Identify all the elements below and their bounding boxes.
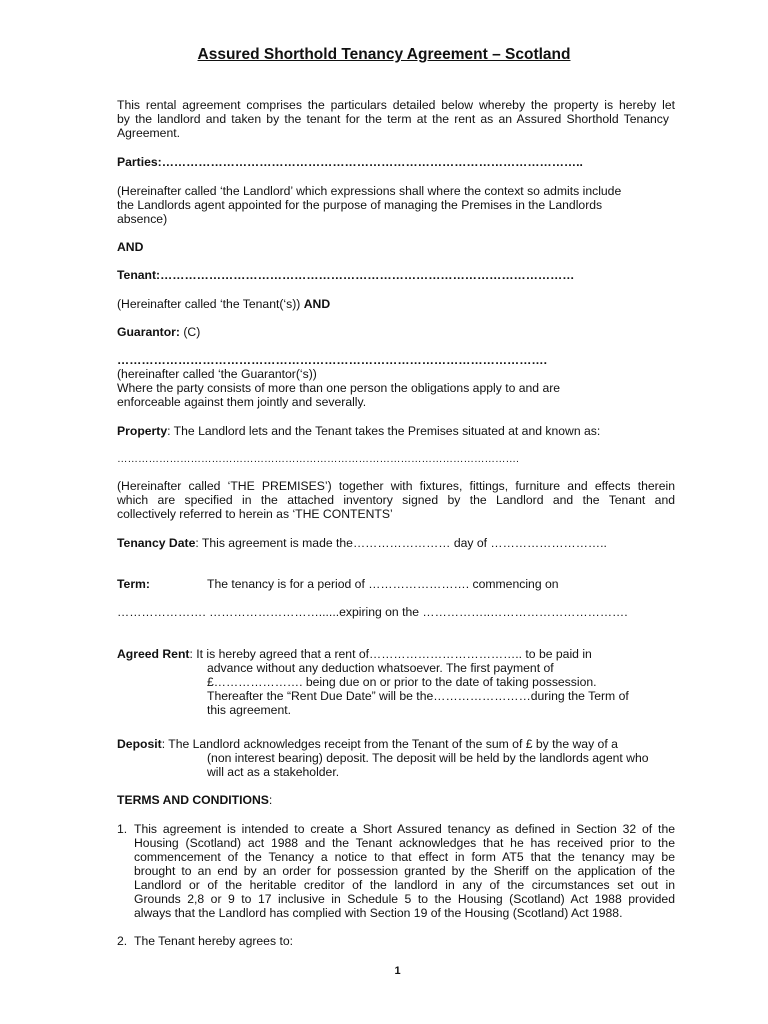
tenancy-date-line xyxy=(117,536,607,550)
tenancy-date-label: Tenancy Date xyxy=(117,536,196,550)
property-hereinafter-2: which are specified in the attached inventory signed by the Landlord and the Tenant and xyxy=(117,493,675,507)
parties-hereinafter-1: (Hereinafter called ‘the Landlord’ which expressions shall where the context so admits include xyxy=(117,184,622,198)
clause-1-line-5: Landlord or of the heritable creditor of the landlord in any of the circumstances set out in xyxy=(134,878,675,892)
guarantor-note-2: enforceable against them jointly and severally. xyxy=(117,395,367,409)
deposit-line-3: will act as a stakeholder. xyxy=(207,765,340,779)
tenant-hereinafter xyxy=(117,297,330,311)
tenant-and: AND xyxy=(303,297,331,311)
guarantor-hereinafter: (hereinafter called ‘the Guarantor(‘s)) xyxy=(117,367,317,381)
agreed-rent-line-2: advance without any deduction whatsoever. The first payment of xyxy=(207,661,554,675)
deposit-label: Deposit xyxy=(117,737,162,751)
clause-1-line-7: always that the Landlord has complied with Section 19 of the Housing (Scotland) Act 1988. xyxy=(134,906,623,920)
intro-line-2: by the landlord and taken by the tenant for the term at the rent as an Assured Shorthold Tenancy xyxy=(117,112,669,126)
terms-heading-colon: : xyxy=(268,793,273,807)
tenancy-date-text[interactable]: : This agreement is made the…………………… day of ……………………….. xyxy=(195,536,607,550)
deposit-line xyxy=(117,737,618,751)
property-line xyxy=(117,424,600,438)
property-text: : The Landlord lets and the Tenant takes the Premises situated at and known as: xyxy=(167,424,601,438)
guarantor-dots[interactable]: ……………………………………………………………………………………………. xyxy=(117,353,547,367)
parties-line xyxy=(117,155,583,169)
tenant-hereinafter-text: (Hereinafter called ‘the Tenant(‘s)) xyxy=(117,297,301,311)
parties-hereinafter-3: absence) xyxy=(117,212,168,226)
terms-heading-text: TERMS AND CONDITIONS xyxy=(117,793,269,807)
term-label: Term: xyxy=(117,577,150,591)
property-dots[interactable]: ……………………………………………………………………………………………………. xyxy=(117,453,519,465)
clause-1-line-3: commencement of the Tenancy a notice to that effect in form AT5 that the tenancy may be xyxy=(134,850,675,864)
intro-line-3: Agreement. xyxy=(117,126,181,140)
deposit-line-2: (non interest bearing) deposit. The deposit will be held by the landlords agent who xyxy=(207,751,649,765)
clause-2-number: 2. xyxy=(117,934,128,948)
deposit-text: : The Landlord acknowledges receipt from the Tenant of the sum of £ by the way of a xyxy=(161,737,618,751)
property-label: Property xyxy=(117,424,168,438)
property-hereinafter-1: (Hereinafter called ‘THE PREMISES’) together with fixtures, fittings, furniture and effects therein xyxy=(117,479,675,493)
clause-1-number: 1. xyxy=(117,822,128,836)
agreed-rent-line xyxy=(117,647,592,661)
terms-heading xyxy=(117,793,272,807)
page-number: 1 xyxy=(394,965,401,977)
guarantor-label: Guarantor: xyxy=(117,325,180,339)
agreed-rent-text[interactable]: : It is hereby agreed that a rent of……………………………….. to be paid in xyxy=(189,647,592,661)
tenant-label: Tenant: xyxy=(117,268,161,282)
guarantor-note-1: Where the party consists of more than one person the obligations apply to and are xyxy=(117,381,561,395)
parties-hereinafter-2: the Landlords agent appointed for the purpose of managing the Premises in the Landlords xyxy=(117,198,603,212)
intro-line-1: This rental agreement comprises the particulars detailed below whereby the property is hereby let xyxy=(117,98,675,112)
term-line-1[interactable]: The tenancy is for a period of ……………………. commencing on xyxy=(207,577,559,591)
and-heading: AND xyxy=(117,240,144,254)
parties-label: Parties: xyxy=(117,155,162,169)
term-line-2[interactable]: …………………. ………………………......expiring on the ……………..……………………………. xyxy=(117,605,628,619)
property-hereinafter-3: collectively referred to herein as ‘THE CONTENTS’ xyxy=(117,507,393,521)
clause-1-line-6: Grounds 2,8 or 9 to 17 inclusive in Schedule 5 to the Housing (Scotland) Act 1988 provided xyxy=(134,892,675,906)
guarantor-line xyxy=(117,325,200,339)
clause-1-line-2: Housing (Scotland) act 1988 and the Tenant acknowledges that he has received prior to the xyxy=(134,836,675,850)
clause-2-line-1: The Tenant hereby agrees to: xyxy=(134,934,293,948)
guarantor-suffix: (C) xyxy=(183,325,201,339)
agreed-rent-label: Agreed Rent xyxy=(117,647,190,661)
tenant-dots[interactable]: ………………………………………………………………………………………… xyxy=(160,268,575,282)
clause-1-line-1: This agreement is intended to create a Short Assured tenancy as defined in Section 32 of the xyxy=(134,822,675,836)
parties-dots[interactable]: ………………………………………………………………………………………….. xyxy=(161,155,583,169)
tenant-line xyxy=(117,268,574,282)
agreed-rent-line-3[interactable]: £…………………. being due on or prior to the date of taking possession. xyxy=(207,675,597,689)
page-title: Assured Shorthold Tenancy Agreement – Scotland xyxy=(197,46,571,63)
agreed-rent-line-4[interactable]: Thereafter the “Rent Due Date” will be the……………………during the Term of xyxy=(207,689,629,703)
clause-1-line-4: brought to an end by an order for possession granted by the Sheriff on the application of the xyxy=(134,864,675,878)
agreed-rent-line-5: this agreement. xyxy=(207,703,292,717)
